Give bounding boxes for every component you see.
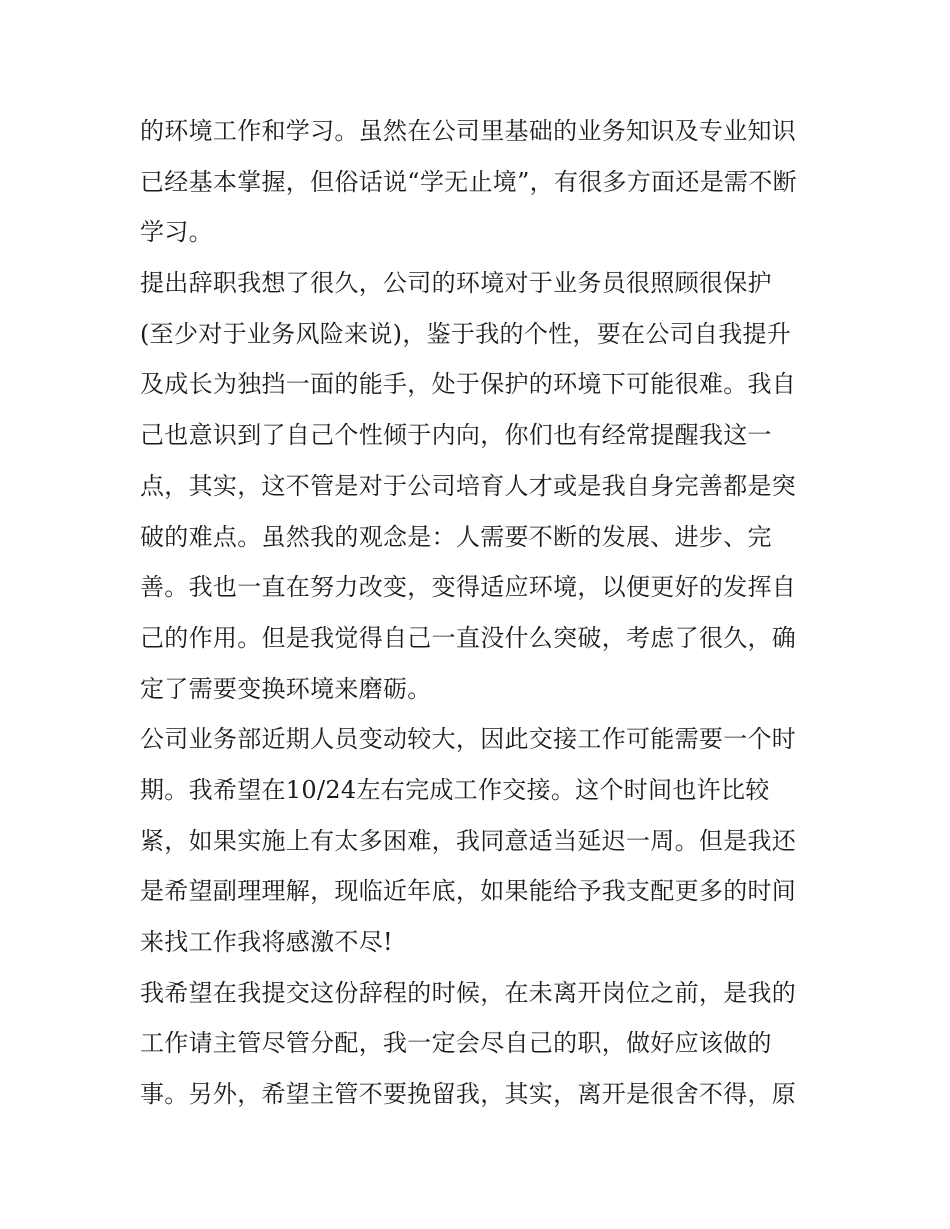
text-line: 己也意识到了自己个性倾于内向，你们也有经常提醒我这一 [140, 421, 772, 450]
text-line: 紧，如果实施上有太多困难，我同意适当延迟一周。但是我还 [140, 826, 797, 855]
text-line: 是希望副理理解，现临近年底，如果能给予我支配更多的时间 [140, 877, 797, 906]
text-line: 点，其实，这不管是对于公司培育人才或是我自身完善都是突 [140, 471, 797, 500]
body-text [140, 106, 830, 1120]
text-line: 期。我希望在10/24左右完成工作交接。这个时间也许比较 [140, 775, 770, 804]
text-line: 事。另外，希望主管不要挽留我，其实，离开是很舍不得，原 [140, 1080, 797, 1109]
text-line: 公司业务部近期人员变动较大，因此交接工作可能需要一个时 [140, 725, 797, 754]
text-line: (至少对于业务风险来说)，鉴于我的个性，要在公司自我提升 [140, 319, 792, 348]
text-line: 善。我也一直在努力改变，变得适应环境，以便更好的发挥自 [140, 573, 797, 602]
text-line: 及成长为独挡一面的能手，处于保护的环境下可能很难。我自 [140, 370, 797, 399]
text-line: 工作请主管尽管分配，我一定会尽自己的职，做好应该做的 [140, 1029, 772, 1058]
text-line: 学习。 [140, 218, 213, 247]
text-line: 已经基本掌握，但俗话说“学无止境”，有很多方面还是需不断 [140, 167, 797, 196]
text-line: 的环境工作和学习。虽然在公司里基础的业务知识及专业知识 [140, 117, 797, 145]
text-line: 提出辞职我想了很久，公司的环境对于业务员很照顾很保护 [140, 269, 772, 298]
text-line: 来找工作我将感激不尽! [140, 928, 393, 956]
text-line: 我希望在我提交这份辞程的时候，在未离开岗位之前，是我的 [140, 978, 797, 1007]
text-line: 破的难点。虽然我的观念是：人需要不断的发展、进步、完 [140, 522, 772, 551]
text-line: 己的作用。但是我觉得自己一直没什么突破，考虑了很久，确 [140, 623, 797, 652]
text-line: 定了需要变换环境来磨砺。 [140, 674, 432, 703]
